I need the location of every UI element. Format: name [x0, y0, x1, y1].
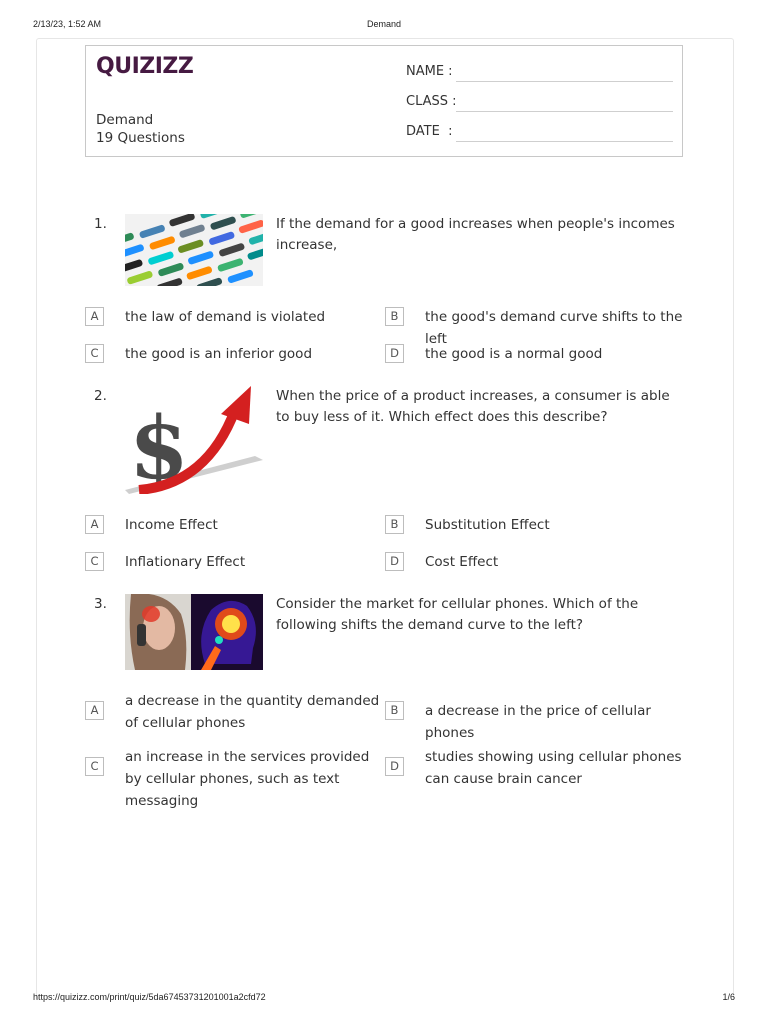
- option-a[interactable]: [85, 514, 375, 554]
- option-c[interactable]: [85, 343, 375, 383]
- option-text: the law of demand is violated: [125, 309, 326, 325]
- option-b[interactable]: [385, 690, 685, 741]
- quizizz-logo: QUIZIZZ: [96, 54, 194, 79]
- option-a[interactable]: [85, 690, 380, 731]
- print-footer: [0, 992, 768, 1006]
- option-text: Inflationary Effect: [125, 554, 246, 570]
- print-header: [0, 19, 768, 33]
- option-c[interactable]: [85, 551, 375, 591]
- option-text: a decrease in the quantity demanded of cellular phones: [125, 693, 380, 731]
- quiz-title: Demand: [96, 112, 154, 128]
- date-line[interactable]: [456, 141, 673, 142]
- name-label: NAME :: [406, 64, 453, 79]
- option-letter: B: [385, 701, 404, 720]
- question-text: When the price of a product increases, a consumer is able to buy less of it. Which effect does this describe?: [276, 388, 670, 425]
- option-letter: A: [85, 701, 104, 720]
- page-number: 1/6: [722, 992, 735, 1002]
- name-field[interactable]: [406, 64, 676, 82]
- option-d[interactable]: [385, 551, 685, 591]
- option-letter: B: [385, 515, 404, 534]
- option-text: Cost Effect: [425, 554, 499, 570]
- option-c[interactable]: [85, 746, 375, 809]
- print-date: 2/13/23, 1:52 AM: [33, 19, 102, 29]
- option-text: the good is a normal good: [425, 346, 603, 362]
- option-text: studies showing using cellular phones can cause brain cancer: [425, 749, 682, 787]
- svg-text:$: $: [129, 398, 189, 494]
- print-title: Demand: [366, 19, 402, 29]
- question-count: 19 Questions: [96, 130, 185, 146]
- option-letter: C: [85, 344, 104, 363]
- quiz-header-box: [85, 45, 683, 157]
- option-text: a decrease in the price of cellular phones: [425, 703, 651, 741]
- dollar-arrow-image: [125, 386, 263, 494]
- question-number: 2.: [94, 388, 107, 404]
- class-label: CLASS :: [406, 94, 457, 109]
- question-text: Consider the market for cellular phones. Which of the following shifts the demand curve to the left?: [276, 596, 639, 633]
- question-text: If the demand for a good increases when people's incomes increase,: [276, 216, 675, 253]
- question-number: 3.: [94, 596, 107, 612]
- date-label: DATE :: [406, 124, 453, 139]
- option-text: Substitution Effect: [425, 517, 550, 533]
- option-letter: D: [385, 552, 404, 571]
- option-letter: B: [385, 307, 404, 326]
- option-a[interactable]: [85, 306, 375, 346]
- option-b[interactable]: [385, 306, 685, 346]
- option-b[interactable]: [385, 514, 685, 554]
- date-field[interactable]: [406, 124, 676, 142]
- option-letter: D: [385, 757, 404, 776]
- class-field[interactable]: [406, 94, 676, 112]
- option-letter: C: [85, 552, 104, 571]
- print-url[interactable]: https://quizizz.com/print/quiz/5da67453731201001a2cfd72: [33, 992, 266, 1002]
- option-letter: A: [85, 515, 104, 534]
- class-line[interactable]: [456, 111, 673, 112]
- option-letter: A: [85, 307, 104, 326]
- option-d[interactable]: [385, 746, 685, 786]
- option-letter: D: [385, 344, 404, 363]
- option-text: the good's demand curve shifts to the left: [425, 309, 683, 347]
- option-text: Income Effect: [125, 517, 218, 533]
- question-number: 1.: [94, 216, 107, 232]
- phone-brain-image: [125, 594, 263, 670]
- option-letter: C: [85, 757, 104, 776]
- option-text: the good is an inferior good: [125, 346, 313, 362]
- option-d[interactable]: [385, 343, 685, 383]
- sneakers-image: [125, 214, 263, 286]
- option-text: an increase in the services provided by cellular phones, such as text messaging: [125, 749, 370, 809]
- name-line[interactable]: [456, 81, 673, 82]
